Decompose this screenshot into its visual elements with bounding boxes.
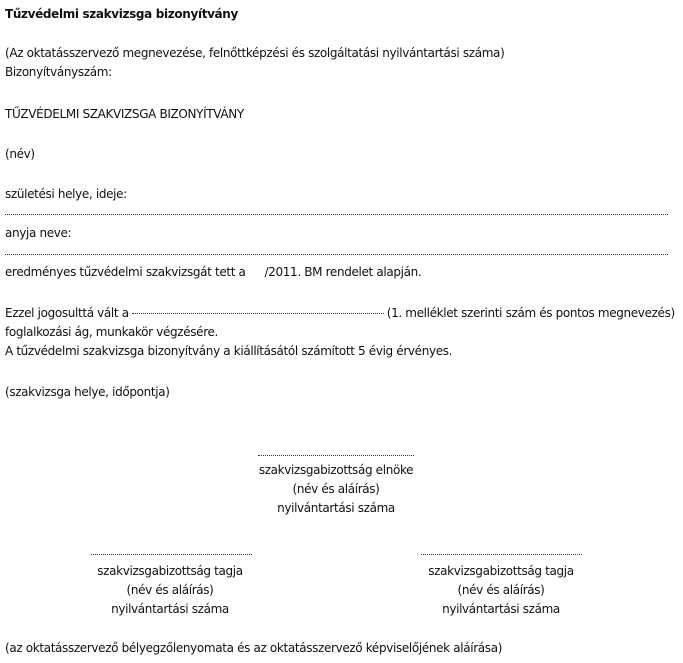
entitled-prefix: Ezzel jogosulttá vált a bbox=[5, 306, 129, 320]
footer-note: (az oktatásszervező bélyegzőlenyomata és az oktatásszervező képviselőjének aláírása) bbox=[5, 641, 503, 655]
exam-passed-line bbox=[5, 264, 421, 280]
exam-passed-suffix: /2011. BM rendelet alapján. bbox=[264, 265, 422, 279]
entitled-suffix: (1. melléklet szerinti szám és pontos megnevezés) bbox=[386, 306, 675, 320]
member-left-name-signature: (név és aláírás) bbox=[126, 583, 214, 597]
mother-name-label: anyja neve: bbox=[5, 226, 72, 240]
member-left-signature-line bbox=[91, 554, 252, 555]
chair-signature-line bbox=[258, 455, 414, 456]
chair-registration-number: nyilvántartási száma bbox=[277, 501, 395, 515]
member-right-signature-line bbox=[421, 554, 582, 555]
mother-dotted-line bbox=[5, 254, 668, 255]
chair-signature-block bbox=[236, 462, 436, 516]
validity-line: A tűzvédelmi szakvizsga bizonyítvány a kiállításától számított 5 évig érvényes. bbox=[5, 344, 453, 358]
name-label: (név) bbox=[5, 147, 35, 161]
entitled-dotted-line bbox=[132, 313, 384, 314]
issuer-note: (Az oktatásszervező megnevezése, felnőttképzési és szolgáltatási nyilvántartási száma) bbox=[5, 46, 505, 60]
member-right-signature-block bbox=[401, 563, 601, 617]
member-left-signature-block bbox=[70, 563, 270, 617]
document-title: Tűzvédelmi szakvizsga bizonyítvány bbox=[5, 7, 238, 21]
member-right-role: szakvizsgabizottság tagja bbox=[428, 564, 574, 578]
occupation-line: foglalkozási ág, munkakör végzésére. bbox=[5, 325, 219, 339]
heading-caps: TŰZVÉDELMI SZAKVIZSGA BIZONYÍTVÁNY bbox=[5, 107, 244, 121]
birth-place-date-label: születési helye, ideje: bbox=[5, 187, 127, 201]
place-time-label: (szakvizsga helye, időpontja) bbox=[5, 385, 170, 399]
member-right-name-signature: (név és aláírás) bbox=[457, 583, 545, 597]
birth-dotted-line bbox=[5, 214, 668, 215]
member-left-role: szakvizsgabizottság tagja bbox=[97, 564, 243, 578]
chair-role: szakvizsgabizottság elnöke bbox=[258, 463, 414, 477]
entitled-line bbox=[5, 305, 675, 321]
certificate-number-label: Bizonyítványszám: bbox=[5, 65, 112, 79]
member-right-registration-number: nyilvántartási száma bbox=[442, 602, 560, 616]
exam-passed-prefix: eredményes tűzvédelmi szakvizsgát tett a bbox=[5, 265, 246, 279]
member-left-registration-number: nyilvántartási száma bbox=[111, 602, 229, 616]
chair-name-signature: (név és aláírás) bbox=[292, 482, 380, 496]
